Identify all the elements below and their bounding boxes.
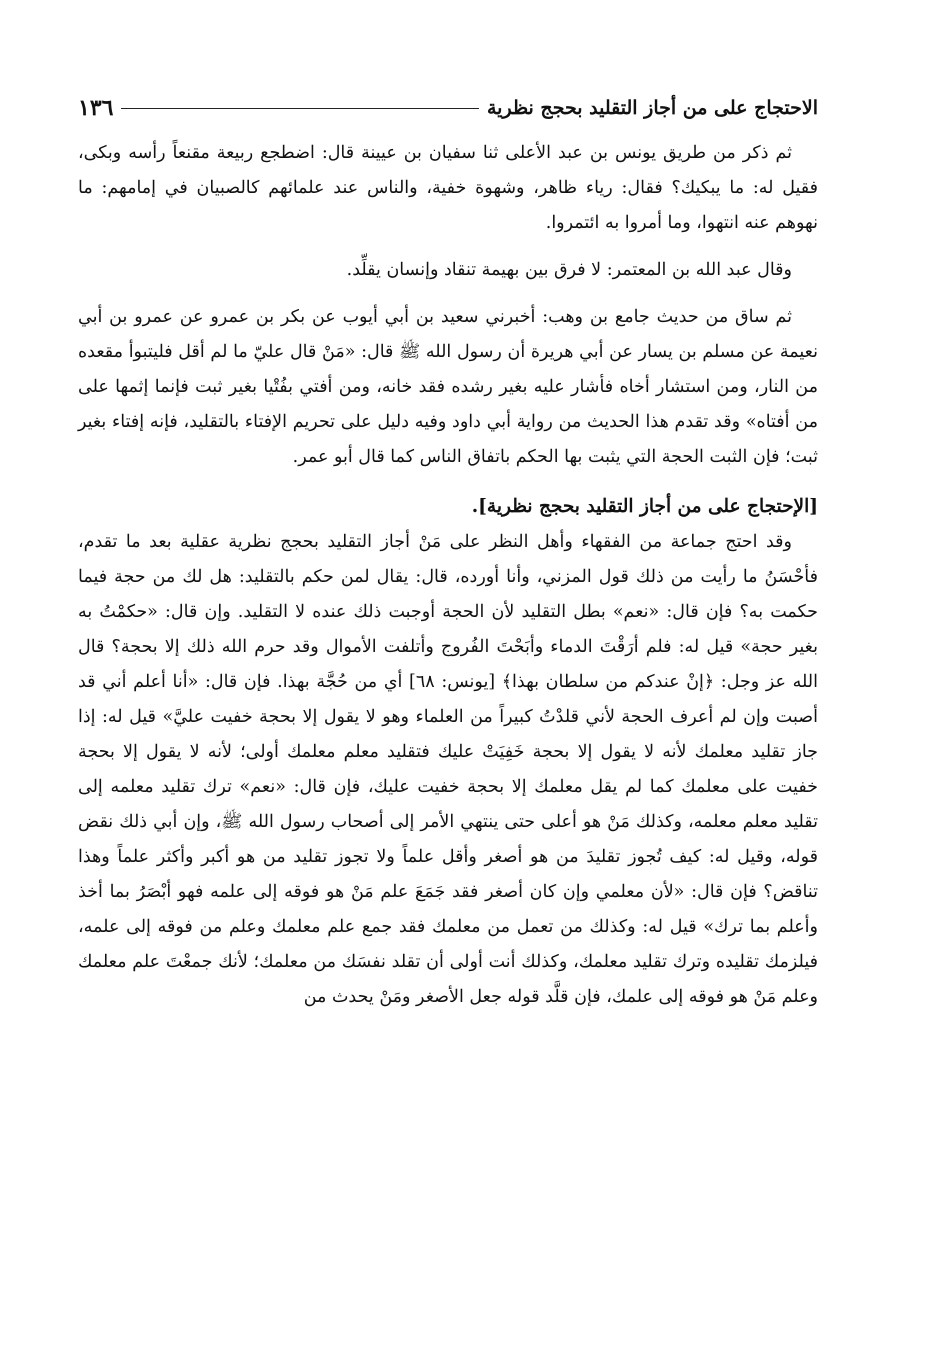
- section-heading: [الإحتجاج على من أجاز التقليد بحجج نظرية].: [471, 496, 818, 517]
- header-rule: [121, 108, 479, 109]
- paragraph-hadith: ثم ساق من حديث جامع بن وهب: أخبرني سعيد بن أبي أيوب عن بكر بن عمرو عن عمرو بن أبي نعيمة عن مسلم بن يسار عن أبي هريرة أن رسول الله ﷺ قال: «مَنْ قال عليّ ما لم أقل فليتبوأ مقعده من النار، ومن استشار أخاه فأشار عليه بغير رشده فقد خانه، ومن أفتي بفُتْيا بغير ثبت فإنما إثمها على من أفتاه» وقد تقدم هذا الحديث من رواية أبي داود وفيه دليل على تحريم الإفتاء بالتقليد، فإنه إفتاء بغير ثبت؛ فإن الثبت الحجة التي يثبت بها الحكم باتفاق الناس كما قال أبو عمر.: [78, 307, 818, 467]
- running-title: الاحتجاج على من أجاز التقليد بحجج نظرية: [486, 97, 818, 119]
- paragraph-rabia: ثم ذكر من طريق يونس بن عبد الأعلى ثنا سفيان بن عيينة قال: اضطجع ربيعة مقنعاً رأسه وبكى، فقيل له: ما يبكيك؟ فقال: رياء ظاهر، وشهوة خفية، والناس عند علمائهم كالصبيان في إمامهم: ما نهوهم عنه انتهوا، وما أمروا به ائتمروا.: [78, 143, 818, 233]
- paragraph-abdullah-mutamir: وقال عبد الله بن المعتمر: لا فرق بين بهيمة تنقاد وإنسان يقلِّد.: [346, 260, 792, 280]
- page-number: ١٣٦: [78, 95, 114, 121]
- section-body: وقد احتج جماعة من الفقهاء وأهل النظر على مَنْ أجاز التقليد بحجج نظرية عقلية بعد ما تقدم، فأحْسَنُ ما رأيت من ذلك قول المزني، وأنا أورده، قال: يقال لمن حكم بالتقليد: هل لك من حجة فيما حكمت به؟ فإن قال: «نعم» بطل التقليد لأن الحجة أوجبت ذلك عنده لا التقليد. وإن قال: «حكمْتُ به بغير حجة» قيل له: فلم أرَقْتَ الدماء وأبَحْتَ الفُروج وأتلفت الأموال وقد حرم الله ذلك إلا بحجة؟ قال الله عز وجل: ﴿إنْ عندكم من سلطان بهذا﴾ [يونس: ٦٨] أي من حُجَّة بهذا. فإن قال: «أنا أعلم أني قد أصبت وإن لم أعرف الحجة لأني قلدْتُ كبيراً من العلماء وهو لا يقول إلا بحجة خفيت عليَّ» قيل له: إذا جاز تقليد معلمك لأنه لا يقول إلا بحجة خَفِيَتْ عليك فتقليد معلم معلمك أولى؛ لأنه لا يقول إلا بحجة خفيت على معلمك كما لم يقل معلمك إلا بحجة خفيت عليك، فإن قال: «نعم» ترك تقليد معلمه إلى تقليد معلم معلمه، وكذلك مَنْ هو أعلى حتى ينتهي الأمر إلى أصحاب رسول الله ﷺ، وإن أبي ذلك نقض قوله، وقيل له: كيف تُجوز تقليدَ من هو أصغر وأقل علماً ولا تجوز تقليد من هو أكبر وأكثر علماً وهذا تناقض؟ فإن قال: «لأن معلمي وإن كان أصغر فقد جَمَعَ علم مَنْ هو فوقه إلى علمه فهو أبْصَرُ بما أخذ وأعلم بما ترك» قيل له: وكذلك من تعمل من معلمك فقد جمع علم معلمك وعلم من فوقه إلى علمه، فيلزمك تقليده وترك تقليد معلمك، وكذلك أنت أولى أن تقلد نفسَك من معلمك؛ لأنك جمعْتَ علم معلمك وعلم مَنْ هو فوقه إلى علمك، فإن قلَّد قوله جعل الأصغر ومَنْ يحدث من: [78, 532, 818, 1007]
- book-page: [78, 88, 818, 1015]
- page-header: [78, 88, 818, 128]
